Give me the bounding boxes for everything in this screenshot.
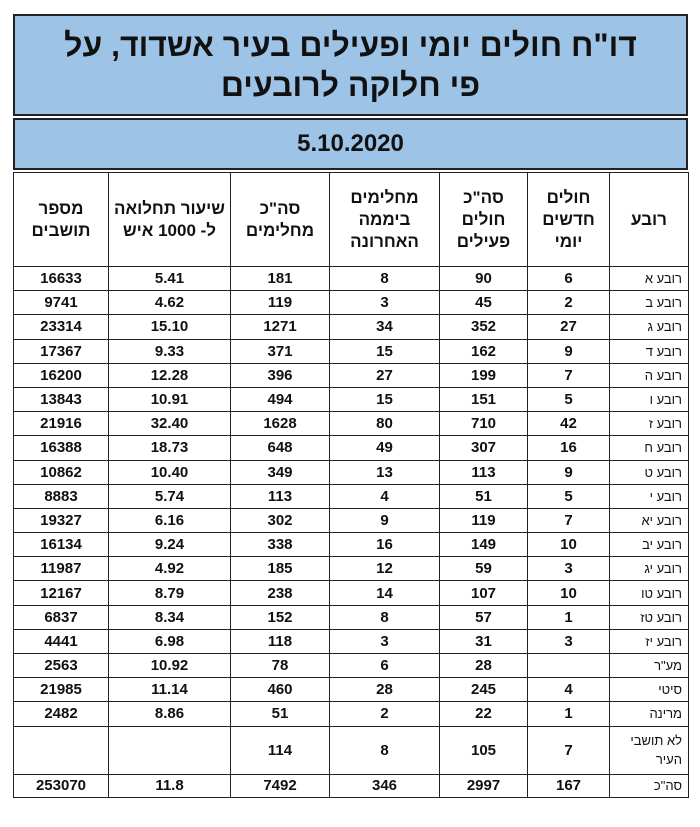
cell-total-active: 307	[440, 436, 528, 460]
cell-total-recovered: 238	[231, 581, 330, 605]
table-row	[14, 726, 689, 774]
report-date-box	[13, 118, 688, 170]
cell-total-active: 352	[440, 315, 528, 339]
cell-total-recovered: 371	[231, 339, 330, 363]
cell-infection-rate: 4.62	[109, 291, 231, 315]
cell-total-recovered: 51	[231, 702, 330, 726]
cell-residents: 2482	[14, 702, 109, 726]
report-date: 5.10.2020	[297, 130, 404, 157]
cell-new-daily: 27	[528, 315, 610, 339]
cell-residents: 16134	[14, 533, 109, 557]
cell-new-daily: 167	[528, 774, 610, 797]
cell-total-recovered: 302	[231, 508, 330, 532]
cell-total-active: 151	[440, 387, 528, 411]
cell-total-recovered: 114	[231, 726, 330, 774]
cell-new-daily: 4	[528, 678, 610, 702]
cell-recovered-24h: 3	[330, 291, 440, 315]
cell-residents: 6837	[14, 605, 109, 629]
cell-total-active: 119	[440, 508, 528, 532]
cell-area: רובע י	[610, 484, 689, 508]
cell-residents: 13843	[14, 387, 109, 411]
cell-recovered-24h: 12	[330, 557, 440, 581]
table-row	[14, 654, 689, 678]
cell-new-daily: 9	[528, 339, 610, 363]
report-title-box	[13, 14, 688, 116]
cell-area: סה"כ	[610, 774, 689, 797]
cell-recovered-24h: 2	[330, 702, 440, 726]
cell-new-daily: 7	[528, 508, 610, 532]
cell-total-active: 22	[440, 702, 528, 726]
cell-recovered-24h: 28	[330, 678, 440, 702]
cell-residents: 21916	[14, 412, 109, 436]
cell-area: רובע יב	[610, 533, 689, 557]
cell-infection-rate: 8.86	[109, 702, 231, 726]
table-row	[14, 581, 689, 605]
cell-recovered-24h: 13	[330, 460, 440, 484]
cell-total-active: 31	[440, 629, 528, 653]
cell-residents: 16633	[14, 267, 109, 291]
table-header	[14, 173, 689, 267]
table-row	[14, 267, 689, 291]
cell-area: רובע ט	[610, 460, 689, 484]
table-row	[14, 315, 689, 339]
cell-total-recovered: 460	[231, 678, 330, 702]
col-header-residents: מספר תושבים	[14, 173, 109, 267]
cell-new-daily: 7	[528, 726, 610, 774]
cell-total-active: 149	[440, 533, 528, 557]
col-header-total-active: סה"כ חולים פעילים	[440, 173, 528, 267]
cell-recovered-24h: 15	[330, 339, 440, 363]
cell-residents: 10862	[14, 460, 109, 484]
cell-infection-rate: 15.10	[109, 315, 231, 339]
cell-total-active: 710	[440, 412, 528, 436]
cell-residents: 23314	[14, 315, 109, 339]
cell-new-daily: 16	[528, 436, 610, 460]
cell-total-recovered: 648	[231, 436, 330, 460]
cell-area: רובע ד	[610, 339, 689, 363]
cell-total-active: 45	[440, 291, 528, 315]
cell-total-recovered: 1628	[231, 412, 330, 436]
cell-total-active: 28	[440, 654, 528, 678]
table-row	[14, 629, 689, 653]
cell-infection-rate: 9.33	[109, 339, 231, 363]
cell-residents: 11987	[14, 557, 109, 581]
cell-area: רובע ה	[610, 363, 689, 387]
cell-residents: 2563	[14, 654, 109, 678]
cell-total-active: 90	[440, 267, 528, 291]
cell-new-daily: 5	[528, 387, 610, 411]
cell-infection-rate: 12.28	[109, 363, 231, 387]
report-sheet	[13, 14, 688, 798]
cell-recovered-24h: 8	[330, 267, 440, 291]
cell-total-recovered: 78	[231, 654, 330, 678]
table-row	[14, 460, 689, 484]
cell-recovered-24h: 80	[330, 412, 440, 436]
cell-new-daily: 10	[528, 533, 610, 557]
cell-infection-rate: 10.92	[109, 654, 231, 678]
col-header-area: רובע	[610, 173, 689, 267]
cell-new-daily: 1	[528, 702, 610, 726]
cell-total-recovered: 181	[231, 267, 330, 291]
cell-new-daily: 10	[528, 581, 610, 605]
cell-area: רובע ח	[610, 436, 689, 460]
cell-recovered-24h: 49	[330, 436, 440, 460]
cell-area: רובע טז	[610, 605, 689, 629]
cell-new-daily: 6	[528, 267, 610, 291]
cell-area: רובע א	[610, 267, 689, 291]
cell-total-recovered: 349	[231, 460, 330, 484]
col-header-recovered-24h: מחלימים ביממה האחרונה	[330, 173, 440, 267]
cell-infection-rate: 8.34	[109, 605, 231, 629]
cell-infection-rate: 5.41	[109, 267, 231, 291]
cell-infection-rate: 10.40	[109, 460, 231, 484]
cell-infection-rate: 32.40	[109, 412, 231, 436]
cell-infection-rate: 18.73	[109, 436, 231, 460]
cell-recovered-24h: 27	[330, 363, 440, 387]
cell-total-recovered: 1271	[231, 315, 330, 339]
cell-area: מרינה	[610, 702, 689, 726]
table-row	[14, 484, 689, 508]
cell-area: רובע יז	[610, 629, 689, 653]
cell-area: רובע יא	[610, 508, 689, 532]
cell-total-active: 57	[440, 605, 528, 629]
cell-residents: 8883	[14, 484, 109, 508]
cell-total-active: 51	[440, 484, 528, 508]
table-row	[14, 436, 689, 460]
cell-residents: 16388	[14, 436, 109, 460]
table-row	[14, 533, 689, 557]
cell-total-active: 199	[440, 363, 528, 387]
cell-infection-rate: 5.74	[109, 484, 231, 508]
cell-infection-rate: 6.16	[109, 508, 231, 532]
cell-recovered-24h: 6	[330, 654, 440, 678]
cell-recovered-24h: 9	[330, 508, 440, 532]
cell-total-recovered: 7492	[231, 774, 330, 797]
cell-recovered-24h: 8	[330, 726, 440, 774]
cell-infection-rate: 9.24	[109, 533, 231, 557]
cell-recovered-24h: 14	[330, 581, 440, 605]
cell-area: רובע ג	[610, 315, 689, 339]
cell-recovered-24h: 3	[330, 629, 440, 653]
cell-total-recovered: 113	[231, 484, 330, 508]
col-header-total-recovered: סה"כ מחלימים	[231, 173, 330, 267]
cell-recovered-24h: 16	[330, 533, 440, 557]
cell-infection-rate	[109, 726, 231, 774]
cell-area: רובע יג	[610, 557, 689, 581]
table-row	[14, 702, 689, 726]
cell-infection-rate: 10.91	[109, 387, 231, 411]
cell-infection-rate: 8.79	[109, 581, 231, 605]
cell-residents: 19327	[14, 508, 109, 532]
cell-new-daily: 7	[528, 363, 610, 387]
cell-area: רובע טו	[610, 581, 689, 605]
table-row	[14, 363, 689, 387]
table-row	[14, 605, 689, 629]
table-row	[14, 508, 689, 532]
cell-residents: 12167	[14, 581, 109, 605]
cell-infection-rate: 4.92	[109, 557, 231, 581]
cell-infection-rate: 6.98	[109, 629, 231, 653]
table-row	[14, 339, 689, 363]
cell-total-active: 59	[440, 557, 528, 581]
cell-new-daily: 3	[528, 629, 610, 653]
cell-new-daily: 3	[528, 557, 610, 581]
cell-new-daily: 1	[528, 605, 610, 629]
cell-recovered-24h: 15	[330, 387, 440, 411]
cell-total-recovered: 338	[231, 533, 330, 557]
table-row	[14, 557, 689, 581]
cell-total-recovered: 185	[231, 557, 330, 581]
cell-infection-rate: 11.8	[109, 774, 231, 797]
cell-new-daily: 42	[528, 412, 610, 436]
cell-total-active: 162	[440, 339, 528, 363]
cell-residents: 9741	[14, 291, 109, 315]
cell-residents	[14, 726, 109, 774]
cell-area: לא תושבי העיר	[610, 726, 689, 774]
cell-residents: 253070	[14, 774, 109, 797]
report-title: דו"ח חולים יומי ופעילים בעיר אשדוד, על פי חלוקה לרובעים	[64, 27, 637, 103]
neighborhood-table	[13, 172, 689, 798]
total-row	[14, 774, 689, 797]
cell-recovered-24h: 34	[330, 315, 440, 339]
cell-area: רובע ז	[610, 412, 689, 436]
cell-residents: 21985	[14, 678, 109, 702]
cell-total-recovered: 119	[231, 291, 330, 315]
cell-total-active: 105	[440, 726, 528, 774]
cell-new-daily: 2	[528, 291, 610, 315]
table-row	[14, 678, 689, 702]
cell-total-recovered: 152	[231, 605, 330, 629]
cell-recovered-24h: 4	[330, 484, 440, 508]
col-header-infection-rate: שיעור תחלואה ל- 1000 איש	[109, 173, 231, 267]
cell-new-daily: 9	[528, 460, 610, 484]
cell-area: מע"ר	[610, 654, 689, 678]
cell-total-active: 2997	[440, 774, 528, 797]
cell-residents: 4441	[14, 629, 109, 653]
cell-area: סיטי	[610, 678, 689, 702]
cell-total-active: 245	[440, 678, 528, 702]
header-row	[14, 173, 689, 267]
cell-total-recovered: 396	[231, 363, 330, 387]
cell-total-active: 113	[440, 460, 528, 484]
table-body	[14, 267, 689, 798]
cell-area: רובע ו	[610, 387, 689, 411]
cell-recovered-24h: 8	[330, 605, 440, 629]
col-header-new-daily: חולים חדשים יומי	[528, 173, 610, 267]
cell-total-recovered: 118	[231, 629, 330, 653]
cell-infection-rate: 11.14	[109, 678, 231, 702]
table-row	[14, 387, 689, 411]
cell-new-daily: 5	[528, 484, 610, 508]
cell-area: רובע ב	[610, 291, 689, 315]
cell-total-recovered: 494	[231, 387, 330, 411]
table-row	[14, 291, 689, 315]
table-row	[14, 412, 689, 436]
cell-new-daily	[528, 654, 610, 678]
cell-recovered-24h: 346	[330, 774, 440, 797]
cell-total-active: 107	[440, 581, 528, 605]
cell-residents: 17367	[14, 339, 109, 363]
cell-residents: 16200	[14, 363, 109, 387]
